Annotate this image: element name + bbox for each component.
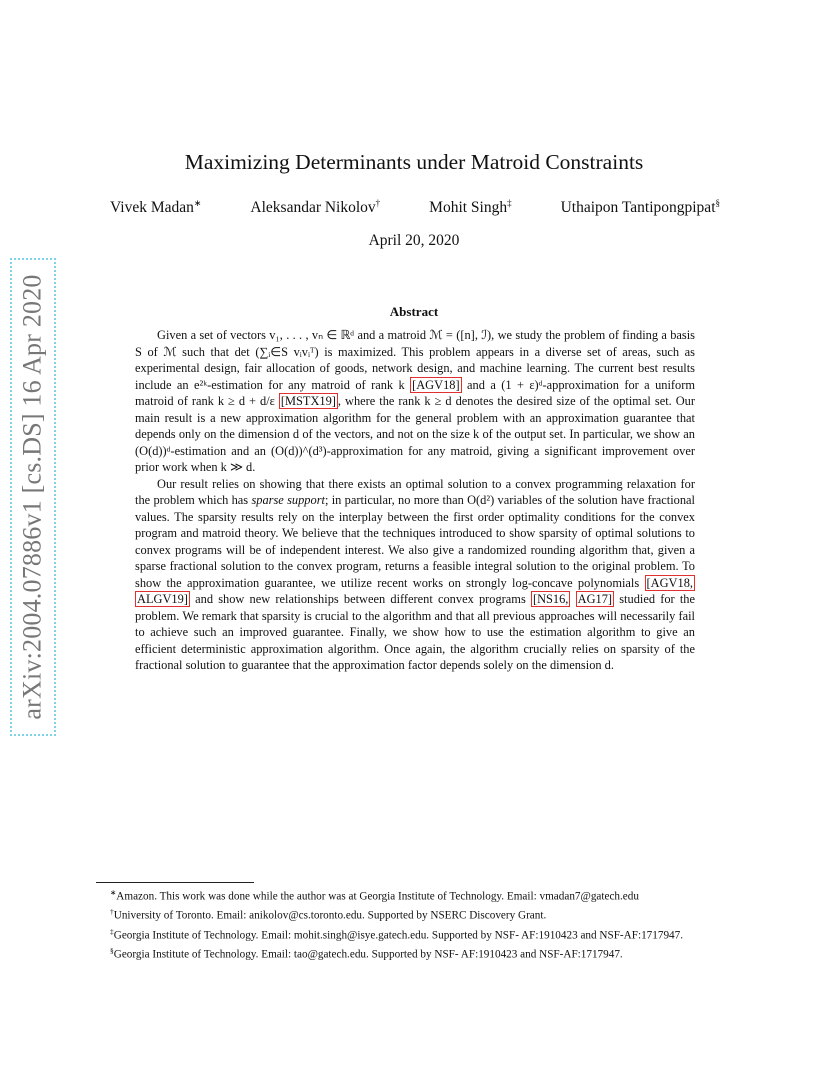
abstract-text: and a (1 + ε)ᵈ-approximation for a uniform matroid of rank k ≥ d + d/ε <box>135 377 695 408</box>
citation-link[interactable]: [AGV18, <box>646 575 693 590</box>
abstract-text: Given a set of vectors v₁, . . . , vₙ ∈ ℝᵈ and a matroid ℳ = ([n], ℐ), we study the problem of finding a basis S of ℳ such that det (∑ᵢ∈S vᵢvᵢᵀ) is maximized. This problem appears in a diverse set of areas, such as experimental design, fair allocation of goods, network design, and machine learning. The current best results include an e²ᵏ-estimation for any matroid of rank k <box>135 328 695 392</box>
abstract-paragraph <box>135 327 695 476</box>
author-name: Mohit Singh <box>429 199 508 217</box>
footnote-text: Georgia Institute of Technology. Email: tao@gatech.edu. Supported by NSF- AF:1910423 and NSF-AF:1717947. <box>113 948 623 961</box>
footnote <box>96 886 732 904</box>
footnote-text: Amazon. This work was done while the author was at Georgia Institute of Technology. Email: vmadan7@gatech.edu <box>116 890 639 903</box>
footnote-mark: ∗ <box>110 888 117 897</box>
footnote-divider <box>96 882 254 883</box>
citation-link[interactable]: ALGV19] <box>137 592 188 606</box>
arxiv-stamp-text: arXiv:2004.07886v1 [cs.DS] 16 Apr 2020 <box>18 274 48 720</box>
author <box>250 198 380 217</box>
footnote-mark: ‡ <box>110 926 114 936</box>
abstract-text: , where the rank k ≥ d denotes the desired size of the optimal set. Our main result is a new approximation algorithm for the general problem with an approximation guarantee that depends only on the dimension d of the vectors, and not on the size k of the output set. In particular, we show an (O(d))ᵈ-estimation and an (O(d))^(d³)-approximation for any matroid, giving a significant improvement over prior work when k ≫ d. <box>135 394 695 474</box>
footnote-text: University of Toronto. Email: anikolov@cs.toronto.edu. Supported by NSERC Discovery Grant. <box>113 910 547 923</box>
footnote <box>96 944 732 962</box>
citation-link[interactable]: [MSTX19] <box>280 394 336 408</box>
author <box>110 198 201 217</box>
author-name: Uthaipon Tantipongpipat <box>560 199 716 217</box>
abstract-body <box>135 327 695 674</box>
author-name: Vivek Madan <box>110 199 194 217</box>
author-footnote-mark[interactable]: § <box>715 198 720 208</box>
author <box>561 198 720 217</box>
author-footnote-mark[interactable]: ∗ <box>193 198 202 208</box>
emphasis-text: sparse support <box>251 493 325 507</box>
footnote-mark: † <box>110 907 114 917</box>
citation-link[interactable]: AG17] <box>577 592 613 606</box>
author-name: Aleksandar Nikolov <box>250 199 376 217</box>
author <box>429 198 511 217</box>
abstract-text: Our result relies on showing that there exists an optimal solution to a convex programming relaxation for the problem which has <box>135 476 695 507</box>
author-footnote-mark[interactable]: ‡ <box>507 198 512 208</box>
abstract-text: studied for the problem. We remark that sparsity is crucial to the algorithm and that all previous approaches will necessarily fail to achieve such an improved guarantee. Finally, we show how to use the estimation algorithm to give an efficient deterministic approximation algorithm. Once again, the algorithm crucially relies on sparsity of the fractional solution to guarantee that the approximation factor depends solely on the dimension d. <box>135 592 695 672</box>
abstract-text: and show new relationships between different convex programs <box>189 592 531 606</box>
footnote <box>96 905 732 923</box>
footnotes <box>96 886 732 963</box>
citation-link[interactable]: [AGV18] <box>412 377 460 392</box>
paper-title: Maximizing Determinants under Matroid Constraints <box>184 150 644 174</box>
abstract-text: ; in particular, no more than O(d²) variables of the solution have fractional values. The sparsity results rely on the interplay between the first order optimality conditions for the convex program and matroid theory. We believe that the techniques introduced to show sparsity of optimal solutions to convex programs will be of independent interest. We also give a randomized rounding algorithm that, given a sparse fractional solution to the convex program, returns a feasible integral solution to the original problem. To show the approximation guarantee, we utilize recent works on strongly log-concave polynomials <box>135 493 695 590</box>
publication-date: April 20, 2020 <box>368 232 460 249</box>
author-list <box>110 198 720 217</box>
footnote <box>96 925 732 943</box>
abstract-heading: Abstract <box>389 304 439 319</box>
footnote-text: Georgia Institute of Technology. Email: mohit.singh@isye.gatech.edu. Supported by NSF- AF:1910423 and NSF-AF:1717947. <box>113 929 684 942</box>
citation-link[interactable]: [NS16, <box>532 592 569 606</box>
arxiv-side-stamp[interactable] <box>10 258 56 736</box>
abstract-paragraph <box>135 476 695 674</box>
author-footnote-mark[interactable]: † <box>375 198 381 208</box>
footnote-mark: § <box>110 945 114 955</box>
